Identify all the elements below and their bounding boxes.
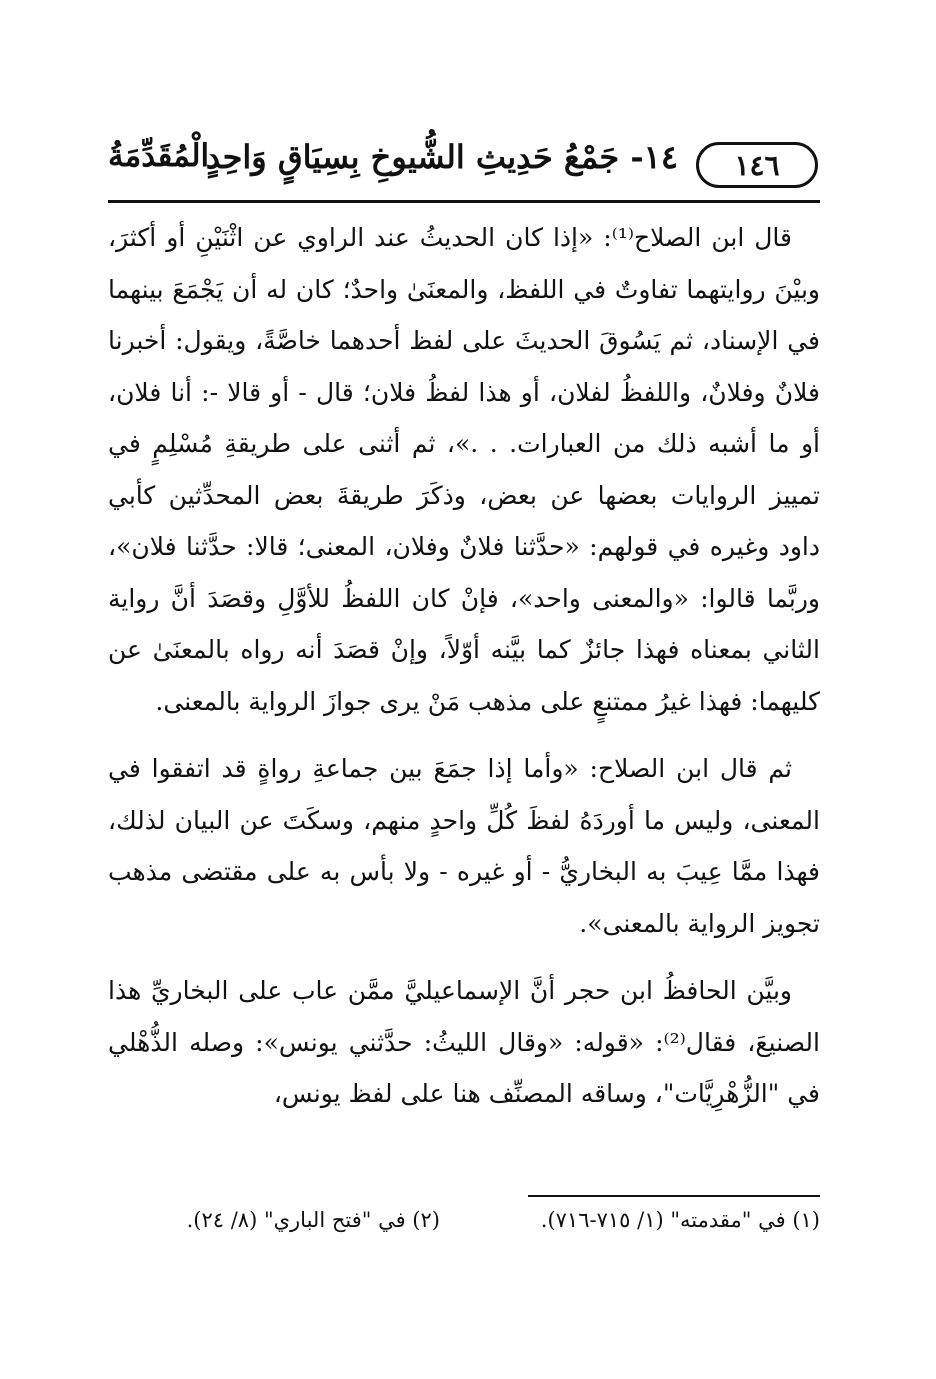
footnotes xyxy=(108,1208,820,1248)
footnote-1: (١) في "مقدمته" (١/ ٧١٥-٧١٦). xyxy=(540,1208,820,1232)
footnote-2: (٢) في "فتح الباري" (٨/ ٢٤). xyxy=(186,1208,440,1232)
paragraph-1: قال ابن الصلاح⁽¹⁾: «إذا كان الحديثُ عند الراوي عن اثْنَيْنِ أو أكثرَ، وبيْنَ روايتهما تفاوتٌ في اللفظ، والمعنَىٰ واحدٌ؛ كان له أن يَجْمَعَ بينهما في الإسناد، ثم يَسُوقَ الحديثَ على لفظ أحدهما خاصَّةً، ويقول: أخبرنا فلانٌ وفلانٌ، واللفظُ لفلان، أو هذا لفظُ فلان؛ قال - أو قالا -: أنا فلان، أو ما أشبه ذلك من العبارات. . .»، ثم أثنى على طريقةِ مُسْلِمٍ في تمييز الروايات بعضها عن بعض، وذكَرَ طريقةَ بعض المحدِّثين كأبي داود وغيره في قولهم: «حدَّثنا فلانٌ وفلان، المعنى؛ قالا: حدَّثنا فلان»، وربَّما قالوا: «والمعنى واحد»، فإنْ كان اللفظُ للأوَّلِ وقصَدَ أنَّ رواية الثاني بمعناه فهذا جائزٌ كما بيَّنه أوّلاً، وإنْ قصَدَ أنه رواه بالمعنَىٰ عن كليهما: فهذا غيرُ ممتنعٍ على مذهب مَنْ يرى جوازَ الرواية بالمعنى. xyxy=(108,223,820,716)
chapter-title: ١٤- جَمْعُ حَدِيثِ الشُّيوخِ بِسِيَاقٍ وَاحِدٍ xyxy=(205,138,678,176)
page-header xyxy=(0,130,936,200)
page-number: ١٤٦ xyxy=(696,142,818,188)
header-divider xyxy=(108,200,820,203)
body-text xyxy=(108,212,820,1120)
footnote-divider xyxy=(528,1195,820,1197)
section-title: الْمُقَدِّمَةُ xyxy=(108,138,210,174)
paragraph-3: وبيَّن الحافظُ ابن حجر أنَّ الإسماعيليَّ ممَّن عاب على البخاريِّ هذا الصنيعَ، فقال⁽²⁾: «قوله: «وقال الليثُ: حدَّثني يونس»: وصله الذُّهْلي في "الزُّهْرِيَّات"، وساقه المصنِّف هنا على لفظ يونس، xyxy=(108,976,820,1108)
paragraph-2: ثم قال ابن الصلاح: «وأما إذا جمَعَ بين جماعةِ رواةٍ قد اتفقوا في المعنى، وليس ما أوردَهُ لفظَ كُلِّ واحدٍ منهم، وسكَتَ عن البيان لذلك، فهذا ممَّا عِيبَ به البخاريُّ - أو غيره - ولا بأس به على مقتضى مذهب تجويز الرواية بالمعنى». xyxy=(108,754,820,938)
